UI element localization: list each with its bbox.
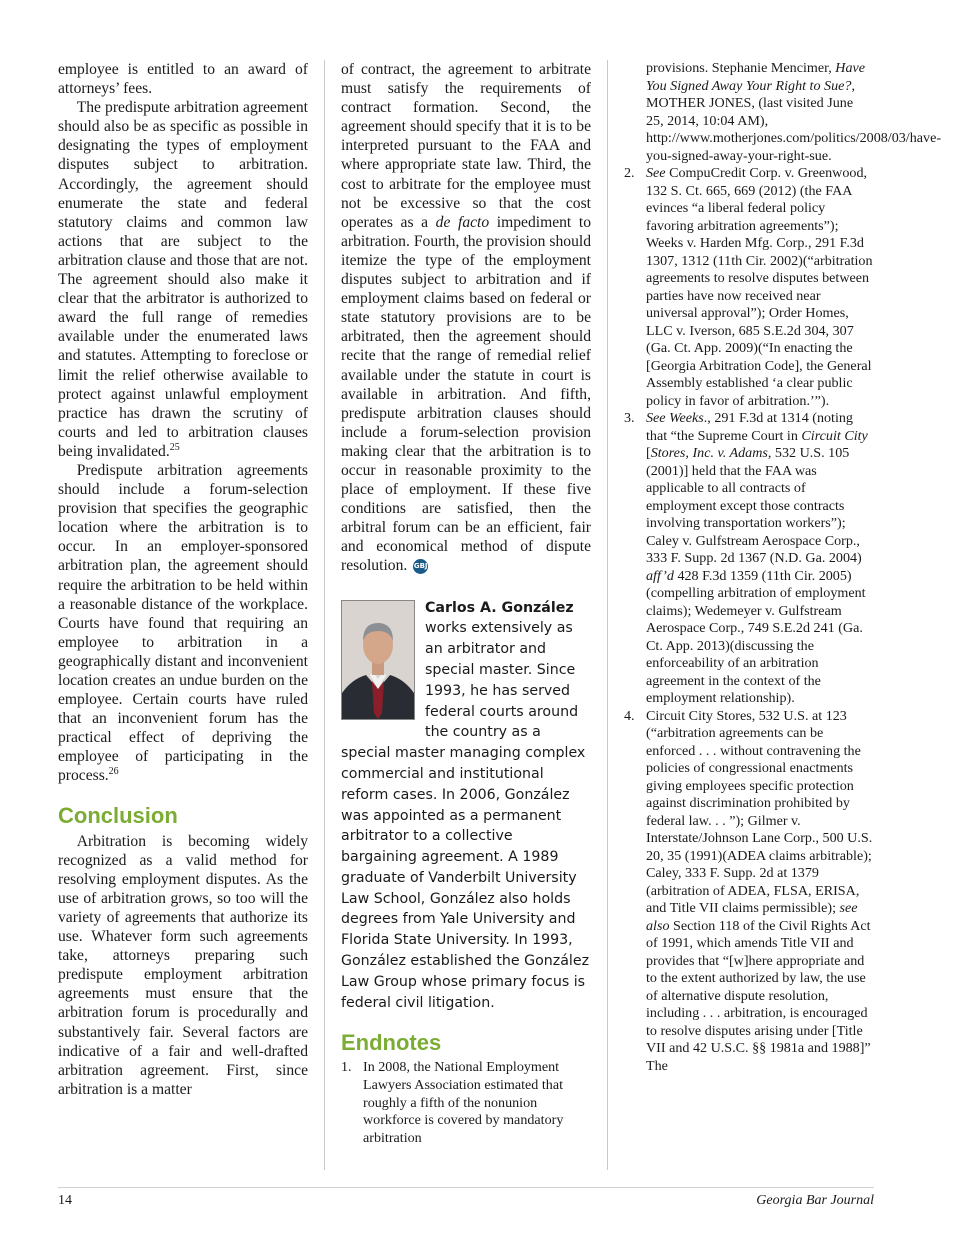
conclusion-heading: Conclusion — [58, 802, 178, 828]
page-number: 14 — [58, 1193, 72, 1208]
endnote-text: In 2008, the National Employment Lawyers Association estimated that roughly a fifth of the nonunion workforce is covered by mandatory arbitration — [363, 1059, 564, 1146]
middle-column — [341, 60, 591, 1147]
paragraph: employee is entitled to an award of attorneys’ fees. — [58, 61, 308, 98]
endnote-number: 4. — [624, 707, 635, 724]
journal-name: Georgia Bar Journal — [756, 1193, 874, 1208]
endnote-link-text: , MOTHER JONES, (last visited June 25, 2014, 10:04 AM), http://www.motherjones.com/politics/2008/03/have-you-signed-away-your-right-sue. — [646, 77, 942, 164]
column-divider — [324, 60, 325, 1170]
author-portrait-icon — [342, 601, 414, 719]
paragraph: of contract, the agreement to arbitrate must satisfy the requirements of contract formation. Second, the agreement should specify that it is to be interpreted pursuant to the FAA and where appropriate state law. Third, the cost to arbitrate for the employee must not be excessive so that the cost operates as a de facto impediment to arbitration. Fourth, the provision should itemize the type of the employment disputes subject to arbitration and if employment claims based on federal or state statutory provisions are to be arbitrated, then the agreement should recite that the range of remedial relief available under the statute in court is available in arbitration. And fifth, predispute arbitration clauses should include a forum-selection provision making clear that the arbitration is to occur in reasonable proximity to the place of employment. If these five conditions are satisfied, then the arbitral forum can be an efficient, fair and economical method of dispute resolution. GBJ — [341, 61, 591, 575]
endnote-number: 1. — [341, 1059, 352, 1076]
endnote-continuation: provisions. Stephanie Mencimer, Have You Signed Away Your Right to Sue?, MOTHER JONES, (last visited June 25, 2014, 10:04 AM), http://www.motherjones.com/politics/2008/03/have-you-signed-away-your-right-sue. — [646, 60, 942, 164]
author-bio-text: works extensively as an arbitrator and special master. Since 1993, he has served federal courts around the country as a special master managing complex commercial and institutional reform cases. In 2006, González was appointed as a permanent arbitrator to a collective bargaining agreement. A 1989 graduate of Vanderbilt University Law School, González also holds degrees from Yale University and Florida State University. In 1993, González established the González Law Group whose primary focus is federal civil litigation. — [341, 620, 590, 1011]
footer-divider — [58, 1187, 874, 1188]
endnote: 4. Circuit City Stores, 532 U.S. at 123 (“arbitration agreements can be enforced . . . without contravening the policies of congressional enactments giving employees specific protection against discrimination prohibited by federal law. . . ”); Gilmer v. Interstate/Johnson Lane Corp., 500 U.S. 20, 35 (1991)(ADEA claims arbitrable); Caley, 333 F. Supp. 2d at 1379 (arbitration of ADEA, FLSA, ERISA, and Title VII claims permissible); see also Section 118 of the Civil Rights Act of 1991, which amends Title VII and provides that “[w]here appropriate and to the extent authorized by law, the use of alternative dispute resolution, including . . . arbitration, is encouraged to resolve disputes arising under [Title VII and 42 U.S.C. §§ 1981a and 1988]” The — [624, 707, 873, 1074]
author-name: Carlos A. González — [425, 599, 574, 616]
paragraph: Predispute arbitration agreements should include a forum-selection provision that specifies the geographic location where the arbitration is to occur. In an employer-sponsored arbitration plan, the agreement should require the arbitration to be held within a reasonable distance of the workplace. Courts have found that requiring an employee to arbitration in a geographically distant and inconvenient location creates an undue burden on the employee. Certain courts have ruled that an inconvenient forum has the practical effect of depriving the employee of participating in the process.$^{26}$ — [58, 461, 308, 785]
endnote — [341, 1059, 591, 1147]
endnotes-list — [341, 1059, 591, 1147]
endnote: 2. See CompuCredit Corp. v. Greenwood, 132 S. Ct. 665, 669 (2012) (the FAA evinces “a liberal federal policy favoring arbitration agreements”); Weeks v. Harden Mfg. Corp., 291 F.3d 1307, 1312 (11th Cir. 2002)(“arbitration agreements to resolve disputes between parties have now received near universal approval”); Order Homes, LLC v. Iverson, 685 S.E.2d 304, 307 (Ga. Ct. App. 2009)(“In enacting the [Georgia Arbitration Code], the General Assembly established ‘a clear public policy in favor of arbitration.’”). — [624, 165, 873, 409]
gbj-logo-icon: GBJ — [413, 559, 428, 574]
endnotes-list — [624, 60, 942, 1075]
endnote-number: 2. — [624, 165, 635, 181]
paragraph: Arbitration is becoming widely recognized as a valid method for resolving employment disputes. As the use of arbitration grows, so too will the variety of agreements that authorize its use. Whatever form such agreements take, attorneys preparing such predispute employment arbitration agreements must ensure that the arbitration forum is procedurally and substantively fair. Several factors are indicative of a fair and well-drafted arbitration agreement. First, since arbitration is a matter — [58, 832, 308, 1098]
endnotes-heading: Endnotes — [341, 1030, 442, 1056]
right-column — [624, 60, 942, 1075]
left-column — [58, 60, 308, 1099]
author-bio — [341, 598, 591, 1014]
endnote-number: 3. — [624, 410, 635, 426]
paragraph: The predispute arbitration agreement should also be as specific as possible in designating the types of employment disputes subject to arbitration. Accordingly, the agreement should enumerate the state and federal statutory claims and common law actions that are subject to the arbitration clause and those that are not. The agreement should also make it clear that the arbitrator is authorized to award the full range of remedies available under the enumerated laws and statutes. Attempting to foreclose or limit the relief otherwise available to protect against unlawful employment practice has drawn the scrutiny of courts and led to arbitration clauses being invalidated.$^{25}$ — [58, 99, 308, 460]
endnote-reference[interactable]: 25 — [169, 441, 180, 453]
author-photo — [341, 600, 415, 720]
endnote: 3. See Weeks., 291 F.3d at 1314 (noting that “the Supreme Court in Circuit City [Stores, Inc. v. Adams, 532 U.S. 105 (2001)] held that the FAA was applicable to all contracts of employment except those contracts involving transportation workers”); Caley v. Gulfstream Aerospace Corp., 333 F. Supp. 2d 1367 (N.D. Ga. 2004) aff’d 428 F.3d 1359 (11th Cir. 2005) (compelling arbitration of employment claims); Wedemeyer v. Gulfstream Aerospace Corp., 749 S.E.2d 241 (Ga. Ct. App. 2013)(discussing the enforceability of an arbitration agreement in the context of the employment relationship). — [624, 410, 868, 706]
column-divider — [607, 60, 608, 1170]
endnote-reference[interactable]: 26 — [108, 766, 119, 778]
